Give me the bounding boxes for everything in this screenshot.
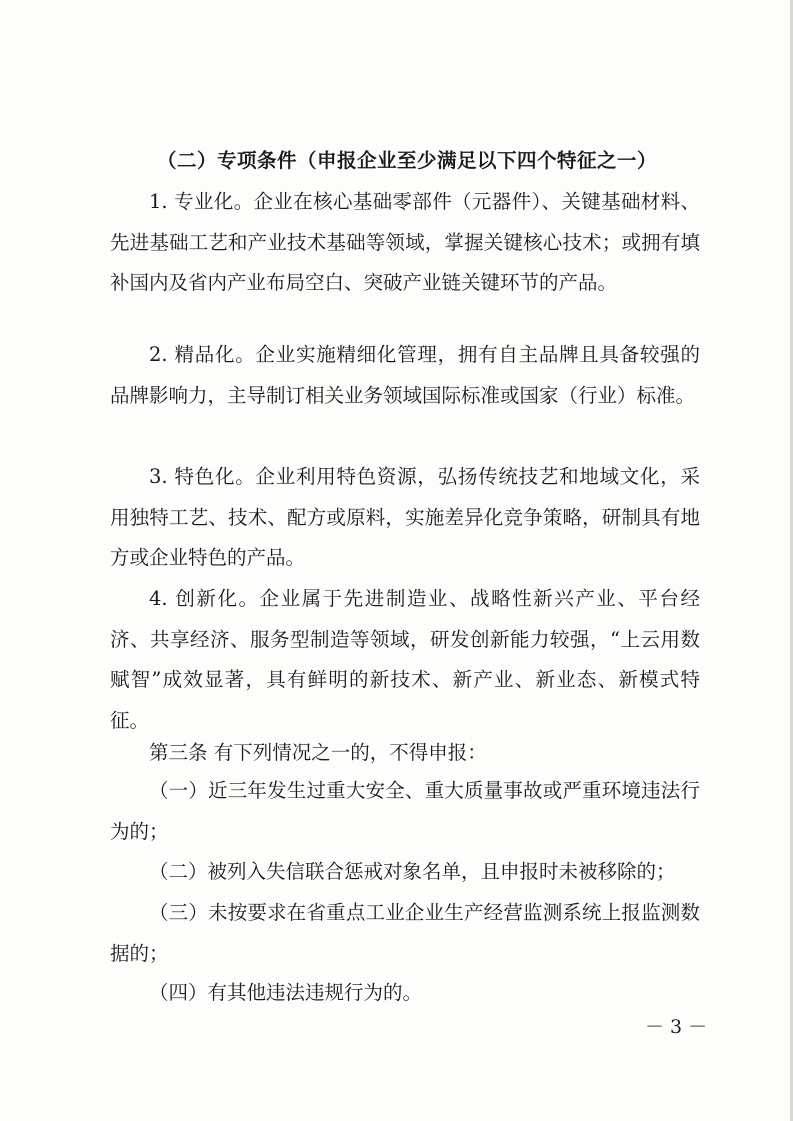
exclusion-item-2: （二）被列入失信联合惩戒对象名单，且申报时未被移除的； — [149, 860, 676, 883]
paragraph-characteristics: 3. 特色化。企业利用特色资源，弘扬传统技艺和地域文化，采用独特工艺、技术、配方或原料，实施差异化竞争策略，研制具有地方或企业特色的产品。 — [110, 465, 700, 569]
exclusion-item-4: （四）有其他违法违规行为的。 — [149, 981, 423, 1004]
exclusion-item-3: （三）未按要求在省重点工业企业生产经营监测系统上报监测数据的； — [110, 901, 700, 965]
exclusion-item-1: （一）近三年发生过重大安全、重大质量事故或严重环境违法行为的； — [110, 779, 700, 843]
section-heading: （二）专项条件（申报企业至少满足以下四个特征之一） — [157, 149, 658, 172]
page-number: － 3 － — [645, 1016, 708, 1038]
article-three-title: 第三条 有下列情况之一的，不得申报： — [149, 741, 487, 764]
paragraph-refinement: 2. 精品化。企业实施精细化管理，拥有自主品牌且具备较强的品牌影响力，主导制订相关业务领域国际标准或国家（行业）标准。 — [110, 343, 700, 407]
paragraph-innovation: 4. 创新化。企业属于先进制造业、战略性新兴产业、平台经济、共享经济、服务型制造等领域，研发创新能力较强，“上云用数赋智”成效显著，具有鲜明的新技术、新产业、新业态、新模式特征。 — [110, 587, 700, 732]
paragraph-specialization: 1. 专业化。企业在核心基础零部件（元器件）、关键基础材料、先进基础工艺和产业技术基础等领域，掌握关键核心技术；或拥有填补国内及省内产业布局空白、突破产业链关键环节的产品。 — [110, 190, 700, 294]
